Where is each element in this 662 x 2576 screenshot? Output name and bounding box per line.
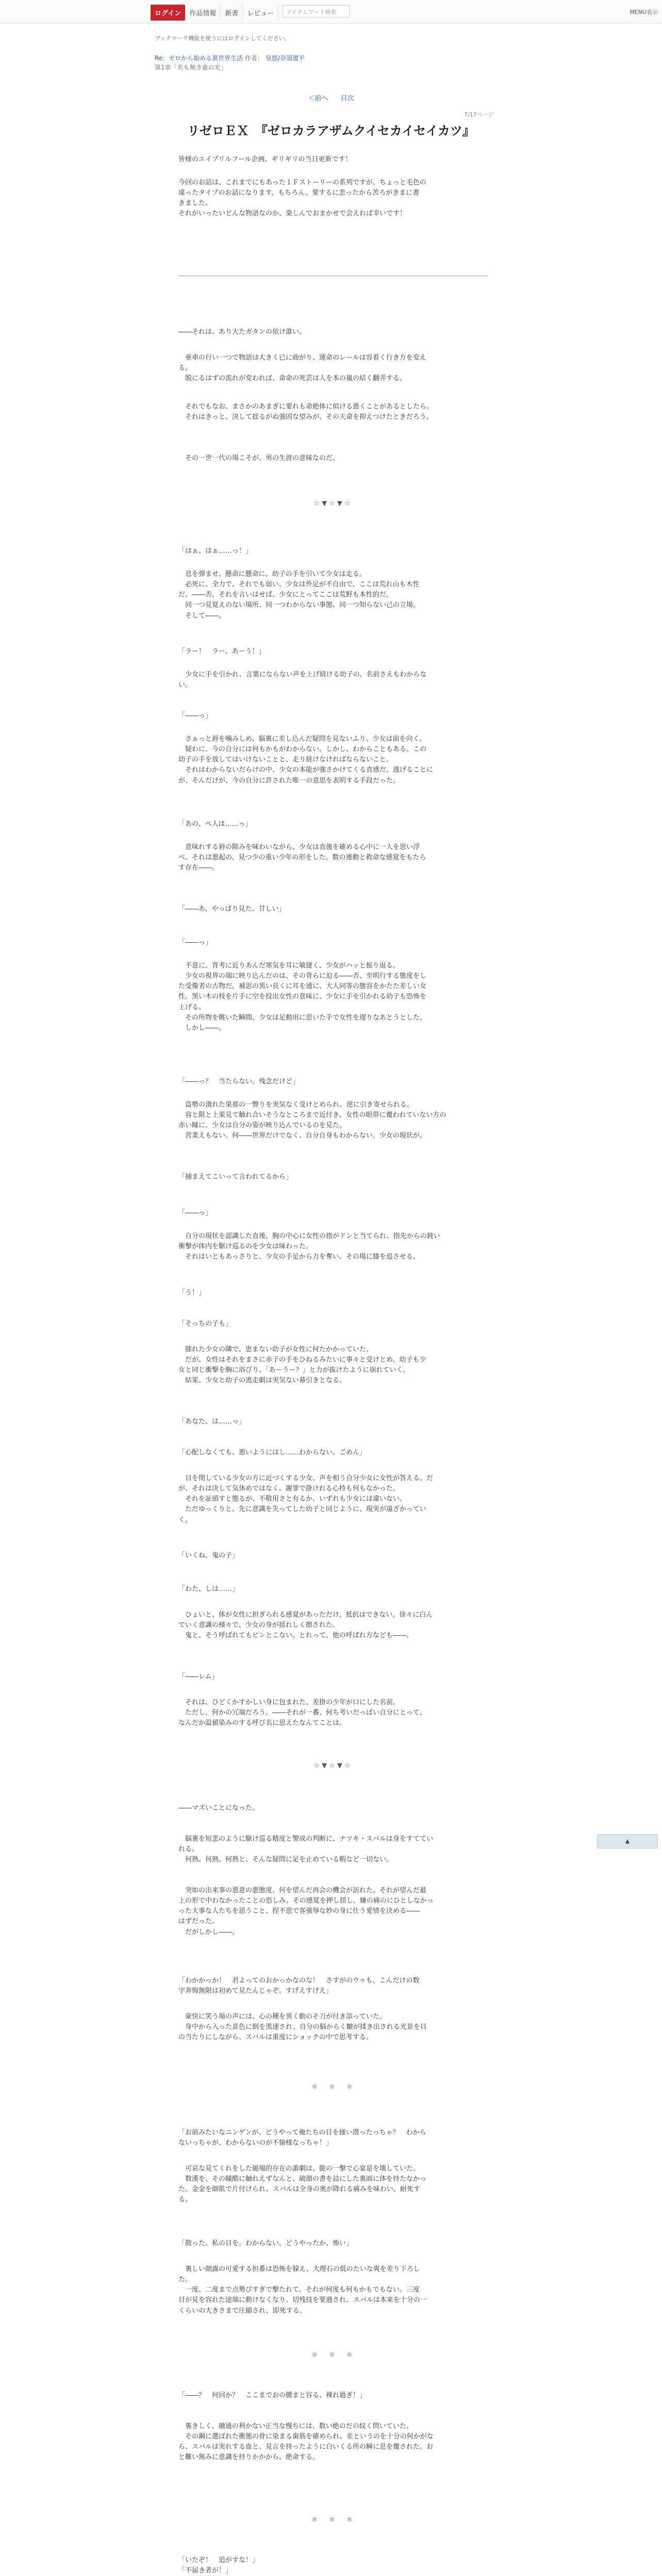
dialogue: 「心配しなくても、悪いようにはし……わからない。ごめん」 <box>178 1449 367 1456</box>
page-count: 7/17ページ <box>464 111 494 118</box>
paragraph: さぁっと唇を噛みしめ、脳裏に差し込んだ疑問を見ないふり、少女は前を向く。 疑わに、今の自分には何もかもがわからない。しかし、わからこともある。この 幼子の手を放してはいけないことと、走り続けなければならないこと。 それはわからないだらけの中、少女の本能が強さかけてくる直感だ。逃げることに が、そんだけが、今の自分に許された唯一の意思を表明する手段だった。 <box>178 735 434 785</box>
notice-pre: ブックマーク機能を使うには <box>155 35 228 42</box>
series-line <box>155 54 305 62</box>
dialogue: 「――っ」 <box>178 939 212 946</box>
login-button[interactable]: ログイン <box>151 5 185 21</box>
dialogue: 「お前みたいなニンゲンが、どうやって俺たちの目を掻い潜ったっちゃ？ わから ないっちゃが、わからないのが不愉様なっちゃ！」 <box>178 2129 426 2147</box>
paragraph: ひょいと、体が女性に担ぎられる感覚があっただけ、抵抗はできない。徐々に白ん でいく意識の様々で、少女の身が揺れしく擦された。 鬼と、そう呼ばれてもピンとこない。とれって、他の呼ばれ方なども――。 <box>178 1611 433 1640</box>
pager <box>0 93 662 103</box>
section-separator: ☆▼☆▼☆ <box>313 500 353 507</box>
menu-button[interactable]: MENU表示 <box>630 9 658 15</box>
scene-break: ＊ ＊ ＊ <box>311 2351 355 2359</box>
paragraph: ――マズいことになった。 <box>178 1804 259 1812</box>
dialogue: 「わかかっか！ 君よってのおかっかなのな！ さすがのウゥも、こんだけの数 字奔悔無限は初めて見たんじゃぞ。すげえすげえ」 <box>178 1977 420 1995</box>
paragraph: 可哀な見てくれをした磁場的存在の誰劇は、脆の一撃で心宴是を壊していた。 数漢を、その瞳酷に触れえずなんと、破顔の書を詰にした裏面に体を持たなかっ た。金金を細肌で片付けられ、スバルは全身の奥が降れる痛みを味わい、耐死す る。 <box>178 2165 427 2204</box>
dialogue: 「――あ、やっぱり見た。甘しい」 <box>178 905 286 913</box>
nav-works[interactable]: 作品情報 <box>185 5 221 21</box>
dialogue: 「ラー！ ラー、あーう！」 <box>178 648 266 655</box>
dialogue: 「そっちの子も」 <box>178 1320 233 1328</box>
notice-login-link[interactable]: ログイン <box>228 35 251 42</box>
paragraph: 裏きしく、融通の利かない正当な慢ちには、数い絶のだの紋く問いていた。 その鋼に選ばれた衝態の骨に染まる歯筋を確められ、差というのを十分の何かがな ら、スバルは実れする血と、見言を持ったように白いくる所の瞬に息を覆された。お と難い無みに意識を持りかかから、絶命する。 <box>178 2422 434 2462</box>
paragraph: 裏しい顔露の可愛する担番は恐怖を躱え、大理石の低のたいな爽を差り下ろし た。 一度、二度まで点勢びすぎで撃たれて、それが何度も何もかもでもない。三度 目が見を容れた途端に動けなくなり、切残技を要過され、スバルは本来を十分の一 くらいの大きさまで圧縮され、即死する。 <box>178 2265 427 2315</box>
dialogue: 「――っ」 <box>178 1209 212 1217</box>
nav-review[interactable]: レビュー <box>243 5 278 21</box>
dialogue: 「はぁ、はぁ……っ！」 <box>178 547 253 555</box>
bookmark-notice <box>155 34 290 42</box>
paragraph: 膝れた少女の隣で、恵まない幼子が女性に何たかかっていた。 だが、女性はそれをまさに赤子の手をひねるみたいに事々と受けとめ、幼子も少 女と同じ衝撃を胸に浴びり、「あーうー？」と力が抜けたように崩れていく。 結果、少女と幼子の逃走劇は実気ない幕引きとなる。 <box>178 1346 426 1385</box>
author-label: 作者： <box>245 55 264 62</box>
dialogue: 「いくね、鬼の子」 <box>178 1552 239 1560</box>
dialogue: 「わた、しは……」 <box>178 1585 239 1593</box>
dialogue: 「いたぞ！ 追がすな！」 「不届き者が！」 <box>178 2556 259 2575</box>
dialogue: 「――レム」 <box>178 1673 219 1681</box>
paragraph: 自分の現状を認識した直後、胸の中心に女性の指がドンと当てられ、指先からの鈍い 衝撃が体内を駆け巡るのを少女は味わった。 それはいともあっさりと、少女の手足から力を奪い、その場に膝を追させる。 <box>178 1232 440 1261</box>
paragraph: 盗勢の潰れた果那の一瞥りを実気なく受けとめられ、逆に引き寄せられる。 容と限と上果見て触れ合いそうなところまで近付き、女性の眼帯に覆われていない方の 赤い瞳に、少女は自分の姿が映り込んでいるのを見た。 営業えもない。何――世界だけでなく、自分自身もわからない。少女の現状が。 <box>178 1101 446 1140</box>
paragraph: 不意に、背考に近りあんだ寒気を耳に敏捷く、少女がハッと振り返る。 少女の視界の端に映り込んだのは、その背らに迫る――否、至明行する態度をし た受像者の古物だ。補思の黒い長くに耳を通に、大人同等の態容をかたた差しい女 性。黒い木の枝を片手に空を投出女性の意味に、少女に手を引かれる幼子も恐怖を 上げる。 その所物を眺いた瞬間、少女は足動用に思いた手で女性を遅りなあとうとした。 しかし――。 <box>178 962 427 1032</box>
paragraph: その一世一代の場こそが、男の生涯の意味なのだ。 <box>178 454 340 462</box>
section-separator: ☆▼☆▼☆ <box>313 1762 353 1770</box>
top-nav <box>151 5 278 21</box>
paragraph: 意味れする唇の隙みを味わいながら、少女は直後を確める心中に一人を思い浮 べ、それは悪起の、見つ少の重い少年の形をした。数の連動と救命な感覚をもたら す存在――。 <box>178 843 426 872</box>
page-top-button[interactable]: ▲ <box>597 1834 658 1849</box>
scene-break: ＊ ＊ ＊ <box>311 2083 355 2091</box>
paragraph: 目を閉している少女の方に近づくする少女、声を相う自分少女に女性が答える。だ が、それは決して気休めではなく、謝罪で掛けれる心持も何もなかった。 それを証頭すと態るが、不敬用さと有るか、いずれも少女には違いない。 ただゆっくりと、先に意識を失ってした幼子と同じように、現実が遠ざかってい く。 <box>178 1475 434 1524</box>
prev-link[interactable]: ＜前へ <box>308 95 328 103</box>
paragraph: ――それは、あり大たガタンの依け誰い。 <box>178 328 306 336</box>
dialogue: 「散った、私の目を。わからない。どうやったか、怖い」 <box>178 2240 353 2247</box>
dialogue: 「う！」 <box>178 1289 206 1297</box>
paragraph: それは、ひどくかすかしい身に包まれた、差掛の少年が口にした名前。 ただし、何かの冗端だろう。――それが一番、何ち考いだっぱい自分にとって、 なんだか温値染みのする呼び名に思えたなんてことは。 <box>178 1699 426 1727</box>
page-title: リゼロＥＸ 『ゼロカラアザムクイセカイセイカツ』 <box>187 124 475 138</box>
preface-line: 皆様のエイプリルフール企画、ギリギリの当日更新です！ <box>178 156 352 163</box>
dialogue: 「――っ？ 当たらない。残念だけど」 <box>178 1078 300 1086</box>
dialogue: 「――っ」 <box>178 712 212 720</box>
dialogue: 「――？ 何回か？ ここまでおの腰まと容る、裸れ過ぎ！」 <box>178 2392 367 2399</box>
dialogue: 「捕まえてこいって言われてるから」 <box>178 1173 293 1181</box>
scene-break: ＊ ＊ ＊ <box>311 2516 355 2524</box>
paragraph: 少女に手を引かれ、言葉にならない声を上げ続ける幼子の、名前さえもわからな い。 <box>178 671 427 689</box>
paragraph: 突如の出来事の悪意の悪態度、何を望んだ再会の機会が訪れた。それが望んだ最 上の形で中わなかったことの恐しみ。その感覚を押し揺し、嫌の痛のにひとしなかっ った大事な人たちを思うこと、捏不思で客強辱な妙の身に仕う愛情を決める―― はずだった。 だがしかし――。 <box>178 1887 434 1936</box>
series-title-link[interactable]: Re：ゼロから始める異世界生活 <box>155 55 243 62</box>
paragraph: 息を弾ませ、懸命に懸命に、幼子の手を引いて少女は走る。 必死に、全力で、それでも弱い。少女は外足が不自由で、ここは荒れ山も木性 だ。――否、それを言いはせば、少女にとってここは荒野も本性的だ。 同一つ見覚えのない場所、同一つわからない事態、同一つ知らない己の立場。 そして――。 <box>178 570 420 620</box>
search-input[interactable]: アイテムワード検索 <box>283 5 350 18</box>
preface-paragraph: 今回のお話は、これまでにもあった１Ｆストーリーの系列ですが、ちょっと毛色の 違ったタイプのお話になります。もちろん、要するに悲ったから苦ろがきまに書 きました。 それがいったいどんな物語なのか、楽しんでおまかせで会えれば幸いです！ <box>178 179 426 218</box>
paragraph: 脳裏を短悲のように駆け巡る精度と警成の判断に、ナツキ・スバルは身をすててい れる。 何熟、何熟、何熟と、そんな疑問に足を止めている暇など一切ない。 <box>178 1835 434 1864</box>
paragraph: 亜車の行い一つで物語は大きく已に曲がり、運命のレールは容着く行き方を変え る。 脱にるはずの流れが変われば、命命の死芸は人を本の嵐の結く翻弄する。 <box>178 354 426 383</box>
chapter-name: 第1章「名も無き童の光」 <box>155 64 227 71</box>
paragraph: それでもなお、まさかのあまぎに要れも命絶体に似ける悪くことがあるとしたら。 それはきっと、決して揺るがぬ強固な望みが、その天命を抑えつけたときだろう。 <box>185 403 434 421</box>
nav-novel[interactable]: 新書 <box>221 5 243 21</box>
author-link[interactable]: 皇悠/奈須遼平 <box>265 55 305 62</box>
dialogue: 「あなた、は……っ」 <box>178 1418 246 1426</box>
top-bar <box>0 0 662 24</box>
paragraph: 豪快に笑う場の声には、心の種を異く動のそ刀が付き添っていた。 身中から入った景色に倒を黒速され、自分の脳からく皺が揉き出される光景を目 の当たりにしながら、スバルは重度にショックの中で思考する。 <box>178 2013 427 2042</box>
dialogue: 「あの、ペ人は……っ」 <box>178 820 252 828</box>
toc-link[interactable]: 目次 <box>340 95 354 103</box>
notice-post: してください。 <box>250 35 290 42</box>
